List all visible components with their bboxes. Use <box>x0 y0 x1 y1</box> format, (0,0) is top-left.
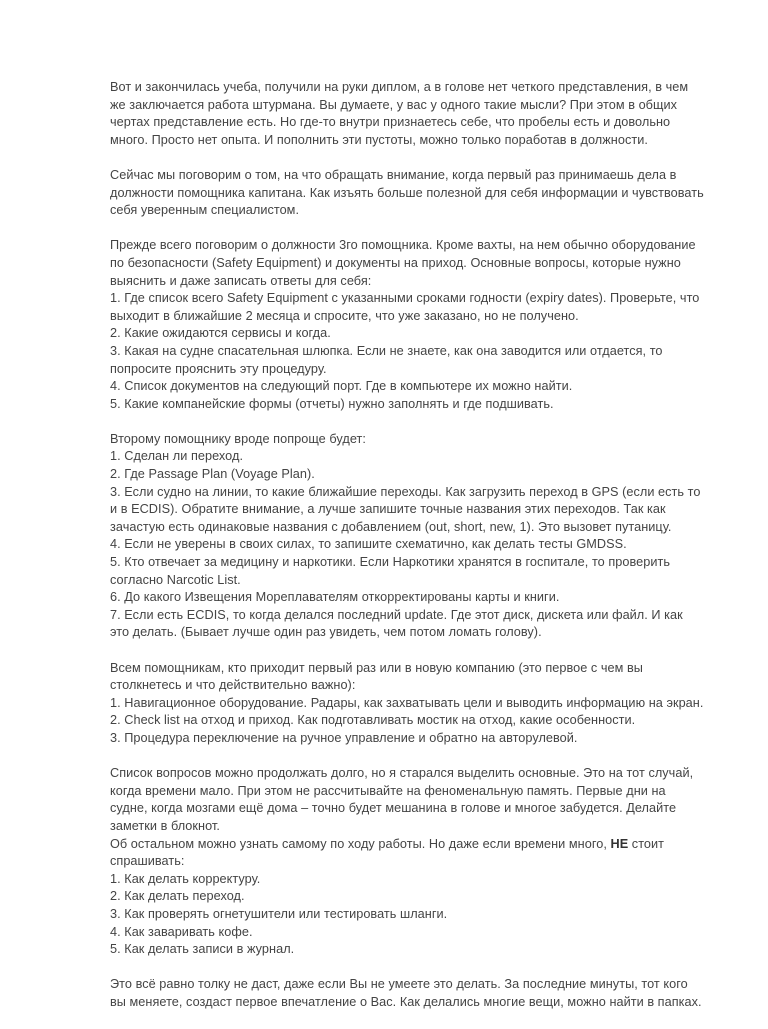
list-item: 2. Какие ожидаются сервисы и когда. <box>110 326 331 341</box>
list-item: 3. Как проверять огнетушители или тестировать шланги. <box>110 906 448 921</box>
list-item: 4. Если не уверены в своих силах, то запишите схематично, как делать тесты GMDSS. <box>110 537 627 552</box>
list-item: 3. Если судно на линии, то какие ближайшие переходы. Как загрузить переход в GPS (если есть то <box>110 484 701 499</box>
text-line: чертах представление есть. Но где-то внутри признаетесь себе, что пробелы есть и довольно <box>110 115 671 130</box>
list-item: зачастую есть одинаковые названия с добавлением (out, short, new, 1). Это вызовет путаницу. <box>110 519 672 534</box>
text-line: столкнетесь и что действительно важно): <box>110 678 356 693</box>
list-item: 7. Если есть ECDIS, то когда делался последний update. Где этот диск, дискета или файл. И как <box>110 607 683 622</box>
text-segment: Об остальном можно узнать самому по ходу работы. Но даже если времени много, <box>110 836 611 851</box>
text-line: же заключается работа штурмана. Вы думаете, у вас у одного такие мысли? При этом в общих <box>110 97 678 112</box>
text-line: заметки в блокнот. <box>110 818 220 833</box>
text-line: когда времени мало. При этом не рассчитывайте на феноменальную память. Первые дни на <box>110 783 666 798</box>
text-line: Прежде всего поговорим о должности 3го помощника. Кроме вахты, на нем обычно оборудование <box>110 238 696 253</box>
text-line: Сейчас мы поговорим о том, на что обращать внимание, когда первый раз принимаешь дела в <box>110 167 677 182</box>
text-line: выяснить и даже записать ответы для себя: <box>110 273 372 288</box>
text-segment: стоит <box>628 836 665 851</box>
text-line: Второму помощнику вроде попроще будет: <box>110 431 366 446</box>
list-item: 5. Какие компанейские формы (отчеты) нужно заполнять и где подшивать. <box>110 396 554 411</box>
list-item: 1. Навигационное оборудование. Радары, как захватывать цели и выводить информацию на экран. <box>110 695 704 710</box>
paragraph-all-officers <box>110 660 714 748</box>
list-item: попросите прояснить эту процедуру. <box>110 361 327 376</box>
list-item: 1. Как делать корректуру. <box>110 871 261 886</box>
text-line: по безопасности (Safety Equipment) и документы на приход. Основные вопросы, которые нужно <box>110 255 681 270</box>
text-line: судне, когда мозгами ещё дома – точно будет мешанина в голове и многое забудется. Делайте <box>110 801 677 816</box>
list-item: 3. Процедура переключение на ручное управление и обратно на авторулевой. <box>110 730 578 745</box>
list-item: выходит в ближайшие 2 месяца и спросите, что уже заказано, но не получено. <box>110 308 579 323</box>
text-line: спрашивать: <box>110 854 185 869</box>
text-line: много. Просто нет опыта. И пополнить эти пустоты, можно только поработав в должности. <box>110 132 648 147</box>
paragraph-questions <box>110 765 714 959</box>
list-item: 2. Check list на отход и приход. Как подготавливать мостик на отход, какие особенности. <box>110 713 636 728</box>
text-line: должности помощника капитана. Как изъять больше полезной для себя информации и чувствовать <box>110 185 704 200</box>
paragraph-topic <box>110 167 714 220</box>
list-item: согласно Narcotic List. <box>110 572 241 587</box>
text-line: вы меняете, создаст первое впечатление о Вас. Как делались многие вещи, можно найти в папках. <box>110 994 702 1009</box>
paragraph-closing <box>110 976 714 1011</box>
list-item: 2. Как делать переход. <box>110 889 245 904</box>
list-item: 1. Где список всего Safety Equipment с указанными сроками годности (expiry dates). Проверьте, что <box>110 291 700 306</box>
paragraph-third-officer <box>110 237 714 413</box>
list-item: 1. Сделан ли переход. <box>110 449 244 464</box>
list-item: 5. Кто отвечает за медицину и наркотики. Если Наркотики хранятся в госпитале, то проверить <box>110 555 670 570</box>
list-item: 4. Как заваривать кофе. <box>110 924 253 939</box>
list-item: 2. Где Passage Plan (Voyage Plan). <box>110 467 315 482</box>
paragraph-intro <box>110 79 714 149</box>
text-line: себя уверенным специалистом. <box>110 203 300 218</box>
text-line: Вот и закончилась учеба, получили на руки диплом, а в голове нет четкого представления, в чем <box>110 80 689 94</box>
text-line: Список вопросов можно продолжать долго, но я старался выделить основные. Это на тот случай, <box>110 766 694 781</box>
paragraph-second-officer <box>110 431 714 642</box>
list-item: 3. Какая на судне спасательная шлюпка. Если не знаете, как она заводится или отдается, то <box>110 343 663 358</box>
list-item: 4. Список документов на следующий порт. Где в компьютере их можно найти. <box>110 379 573 394</box>
text-line-with-emphasis <box>110 836 714 854</box>
emphasis-text: НЕ <box>610 836 629 851</box>
text-line: Это всё равно толку не даст, даже если Вы не умеете это делать. За последние минуты, тот кого <box>110 977 688 992</box>
list-item: это делать. (Бывает лучше один раз увидеть, чем потом ломать голову). <box>110 625 542 640</box>
list-item: и в ECDIS). Обратите внимание, а лучше запишите точные названия этих переходов. Так как <box>110 502 666 517</box>
text-line: Всем помощникам, кто приходит первый раз или в новую компанию (это первое с чем вы <box>110 660 643 675</box>
document-page <box>110 79 714 1029</box>
list-item: 6. До какого Извещения Мореплавателям откорректированы карты и книги. <box>110 590 560 605</box>
list-item: 5. Как делать записи в журнал. <box>110 942 295 957</box>
